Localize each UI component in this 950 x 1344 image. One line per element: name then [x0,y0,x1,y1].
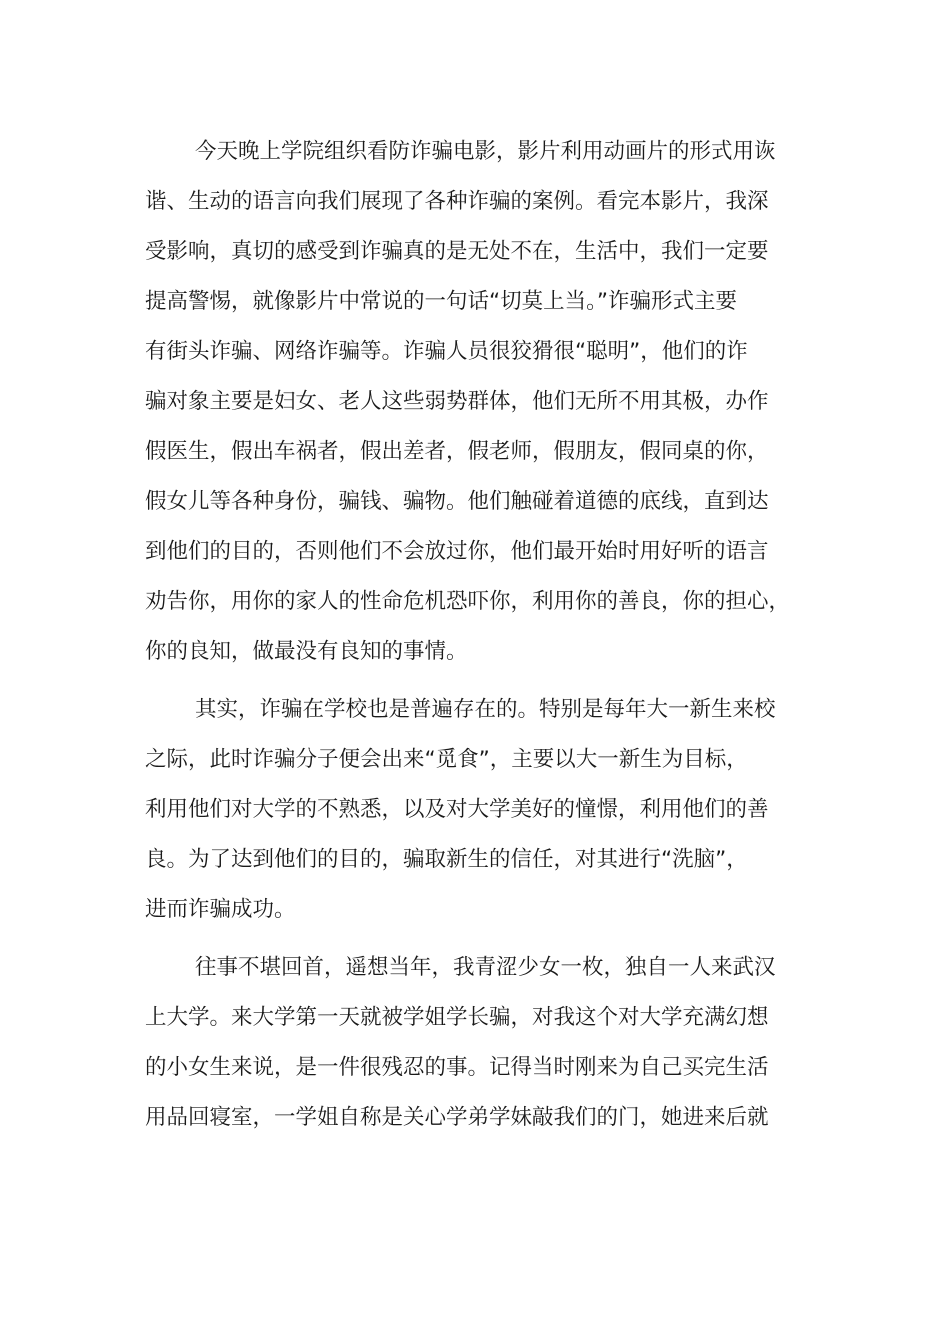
text-line: 假医生，假出车祸者，假出差者，假老师，假朋友，假同桌的你， [145,439,769,464]
text-line: 利用他们对大学的不熟悉，以及对大学美好的憧憬，利用他们的善 [145,797,769,822]
text-line: 今天晚上学院组织看防诈骗电影，影片利用动画片的形式用诙 [195,139,776,164]
text-line: 的小女生来说，是一件很残忍的事。记得当时刚来为自己买完生活 [145,1055,769,1080]
text-line: 提高警惕，就像影片中常说的一句话“切莫上当。”诈骗形式主要 [145,289,738,314]
document-body [145,127,810,1143]
paragraph-gap [145,677,810,685]
text-line: 劝告你，用你的家人的性命危机恐吓你，利用你的善良，你的担心， [145,589,791,614]
text-line: 用品回寝室，一学姐自称是关心学弟学妹敲我们的门，她进来后就 [145,1105,769,1130]
text-line: 谐、生动的语言向我们展现了各种诈骗的案例。看完本影片，我深 [145,189,769,214]
paragraph-1 [145,127,810,677]
text-line: 其实，诈骗在学校也是普遍存在的。特别是每年大一新生来校 [195,697,776,722]
text-line: 到他们的目的，否则他们不会放过你，他们最开始时用好听的语言 [145,539,769,564]
text-line: 你的良知，做最没有良知的事情。 [145,639,468,664]
paragraph-2 [145,685,810,935]
text-line: 往事不堪回首，遥想当年，我青涩少女一枚，独自一人来武汉 [195,955,776,980]
text-line: 之际，此时诈骗分子便会出来“觅食”，主要以大一新生为目标， [145,747,748,772]
text-line: 假女儿等各种身份，骗钱、骗物。他们触碰着道德的底线，直到达 [145,489,769,514]
text-line: 良。为了达到他们的目的，骗取新生的信任，对其进行“洗脑”， [145,847,748,872]
text-line: 上大学。来大学第一天就被学姐学长骗，对我这个对大学充满幻想 [145,1005,769,1030]
text-line: 受影响，真切的感受到诈骗真的是无处不在，生活中，我们一定要 [145,239,769,264]
paragraph-3 [145,943,810,1143]
text-line: 进而诈骗成功。 [145,897,296,922]
text-line: 骗对象主要是妇女、老人这些弱势群体，他们无所不用其极，办作 [145,389,769,414]
text-line: 有街头诈骗、网络诈骗等。诈骗人员很狡猾很“聪明”，他们的诈 [145,339,748,364]
paragraph-gap [145,935,810,943]
